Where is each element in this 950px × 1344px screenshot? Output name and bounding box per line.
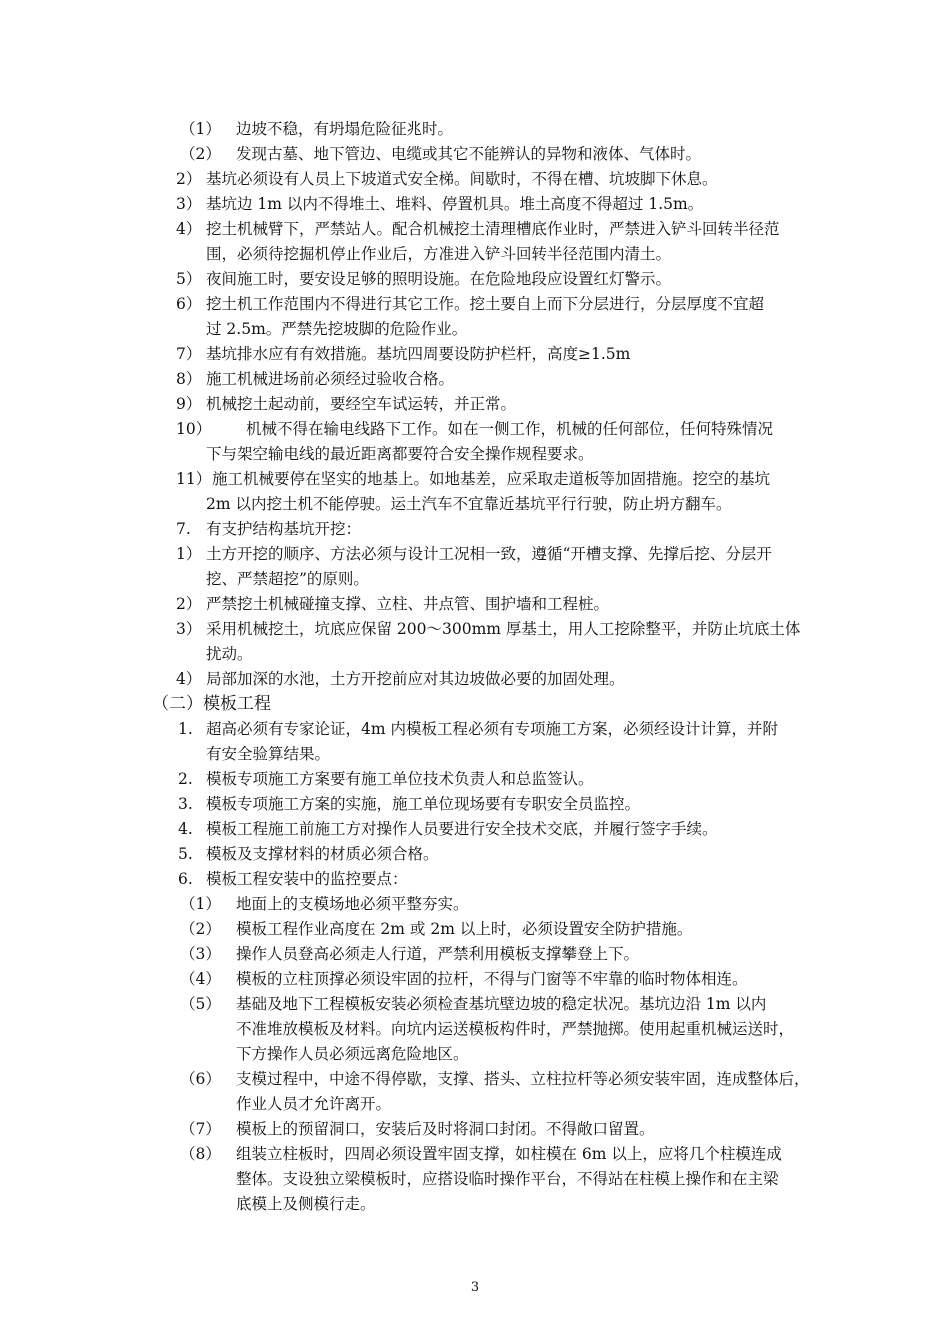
item-marker: 1. bbox=[178, 720, 193, 738]
item-marker: （3） bbox=[180, 945, 221, 963]
item-text: 模板上的预留洞口，安装后及时将洞口封闭。不得敞口留置。 bbox=[236, 1120, 655, 1138]
item-text: 基坑必须设有人员上下坡道式安全梯。间歇时，不得在槽、坑坡脚下休息。 bbox=[206, 170, 718, 188]
item-marker: 4） bbox=[176, 670, 202, 688]
item-text: 下与架空输电线的最近距离都要符合安全操作规程要求。 bbox=[206, 445, 594, 463]
item-marker: 6） bbox=[176, 295, 202, 313]
item-text: 超高必须有专家论证，4m 内模板工程必须有专项施工方案，必须经设计计算，并附 bbox=[206, 720, 778, 738]
item-text: 模板专项施工方案要有施工单位技术负责人和总监签认。 bbox=[206, 770, 594, 788]
item-text: 2m 以内挖土机不能停驶。运土汽车不宜靠近基坑平行行驶，防止坍方翻车。 bbox=[206, 495, 732, 513]
item-marker: （1） bbox=[180, 895, 221, 913]
item-marker: （1） bbox=[180, 120, 221, 138]
item-text: 土方开挖的顺序、方法必须与设计工况相一致，遵循“开槽支撑、先撑后挖、分层开 bbox=[206, 545, 772, 563]
item-text: 边坡不稳，有坍塌危险征兆时。 bbox=[236, 120, 454, 138]
item-text: 不准堆放模板及材料。向坑内运送模板构件时，严禁抛掷。使用起重机械运送时， bbox=[236, 1020, 795, 1038]
item-marker: （4） bbox=[180, 970, 221, 988]
item-marker: （5） bbox=[180, 995, 221, 1013]
item-text: 模板工程作业高度在 2m 或 2m 以上时，必须设置安全防护措施。 bbox=[236, 920, 693, 938]
item-text: 模板及支撑材料的材质必须合格。 bbox=[206, 845, 439, 863]
item-marker: 3. bbox=[178, 795, 193, 813]
item-text: 组装立柱板时，四周必须设置牢固支撑，如柱模在 6m 以上，应将几个柱模连成 bbox=[236, 1145, 782, 1163]
item-marker: 9） bbox=[176, 395, 202, 413]
item-text: 整体。支设独立梁模板时，应搭设临时操作平台，不得站在柱模上操作和在主梁 bbox=[236, 1170, 779, 1188]
item-marker: 1） bbox=[176, 545, 202, 563]
page-number: 3 bbox=[470, 1280, 480, 1295]
item-text: 夜间施工时，要安设足够的照明设施。在危险地段应设置红灯警示。 bbox=[206, 270, 672, 288]
item-marker: （7） bbox=[180, 1120, 221, 1138]
item-text: 采用机械挖土，坑底应保留 200～300mm 厚基土，用人工挖除整平，并防止坑底土体 bbox=[206, 620, 801, 638]
item-marker: 5. bbox=[178, 845, 193, 863]
item-text: 发现古墓、地下管边、电缆或其它不能辨认的异物和液体、气体时。 bbox=[236, 145, 702, 163]
item-text: 下方操作人员必须远离危险地区。 bbox=[236, 1045, 469, 1063]
item-marker: （8） bbox=[180, 1145, 221, 1163]
item-marker: 7） bbox=[176, 345, 202, 363]
item-text: 过 2.5m。严禁先挖坡脚的危险作业。 bbox=[206, 320, 468, 338]
item-text: 严禁挖土机械碰撞支撑、立柱、井点管、围护墙和工程桩。 bbox=[206, 595, 610, 613]
item-text: 模板工程安装中的监控要点： bbox=[206, 870, 408, 888]
item-text: 挖土机械臂下，严禁站人。配合机械挖土清理槽底作业时，严禁进入铲斗回转半径范 bbox=[206, 220, 780, 238]
item-marker: （6） bbox=[180, 1070, 221, 1088]
item-marker: 6. bbox=[178, 870, 193, 888]
item-marker: 4） bbox=[176, 220, 202, 238]
item-marker: 4. bbox=[178, 820, 193, 838]
item-text: 基础及地下工程模板安装必须检查基坑壁边坡的稳定状况。基坑边沿 1m 以内 bbox=[236, 995, 767, 1013]
item-marker: 8） bbox=[176, 370, 202, 388]
item-text: 模板专项施工方案的实施，施工单位现场要有专职安全员监控。 bbox=[206, 795, 641, 813]
item-text: 模板工程施工前施工方对操作人员要进行安全技术交底，并履行签字手续。 bbox=[206, 820, 718, 838]
item-text: 围，必须待挖掘机停止作业后，方准进入铲斗回转半径范围内清土。 bbox=[206, 245, 672, 263]
item-text: 基坑边 1m 以内不得堆土、堆料、停置机具。堆土高度不得超过 1.5m。 bbox=[206, 195, 704, 213]
item-marker: 3） bbox=[176, 195, 202, 213]
item-text: 有支护结构基坑开挖： bbox=[206, 520, 362, 538]
item-marker: 5） bbox=[176, 270, 202, 288]
item-text: 施工机械进场前必须经过验收合格。 bbox=[206, 370, 455, 388]
item-marker: 2） bbox=[176, 170, 202, 188]
item-text: 挖土机工作范围内不得进行其它工作。挖土要自上而下分层进行，分层厚度不宜超 bbox=[206, 295, 765, 313]
item-text: 基坑排水应有有效措施。基坑四周要设防护栏杆，高度≥1.5m bbox=[206, 345, 631, 363]
section-heading-text: （二）模板工程 bbox=[152, 694, 271, 714]
item-text: 机械挖土起动前，要经空车试运转，并正常。 bbox=[206, 395, 517, 413]
item-text: 局部加深的水池，土方开挖前应对其边坡做必要的加固处理。 bbox=[206, 670, 625, 688]
item-marker: 7. bbox=[176, 520, 191, 538]
item-marker: 2） bbox=[176, 595, 202, 613]
item-text: 扰动。 bbox=[206, 645, 253, 663]
item-marker: 2. bbox=[178, 770, 193, 788]
item-text: 地面上的支模场地必须平整夯实。 bbox=[236, 895, 469, 913]
item-marker: 11） bbox=[176, 470, 212, 488]
item-text: 有安全验算结果。 bbox=[206, 745, 331, 763]
item-marker: （2） bbox=[180, 920, 221, 938]
item-text: 施工机械要停在坚实的地基上。如地基差，应采取走道板等加固措施。挖空的基坑 bbox=[212, 470, 771, 488]
item-text: 机械不得在输电线路下工作。如在一侧工作，机械的任何部位，任何特殊情况 bbox=[246, 420, 774, 438]
item-marker: （2） bbox=[180, 145, 221, 163]
item-text: 底模上及侧模行走。 bbox=[236, 1195, 376, 1213]
item-text: 操作人员登高必须走人行道，严禁利用模板支撑攀登上下。 bbox=[236, 945, 640, 963]
item-text: 支模过程中，中途不得停歇，支撑、搭头、立柱拉杆等必须安装牢固，连成整体后， bbox=[236, 1070, 810, 1088]
item-text: 作业人员才允许离开。 bbox=[236, 1095, 392, 1113]
item-marker: 10） bbox=[176, 420, 212, 438]
item-marker: 3） bbox=[176, 620, 202, 638]
item-text: 模板的立柱顶撑必须设牢固的拉杆，不得与门窗等不牢靠的临时物体相连。 bbox=[236, 970, 748, 988]
item-text: 挖、严禁超挖”的原则。 bbox=[206, 570, 369, 588]
